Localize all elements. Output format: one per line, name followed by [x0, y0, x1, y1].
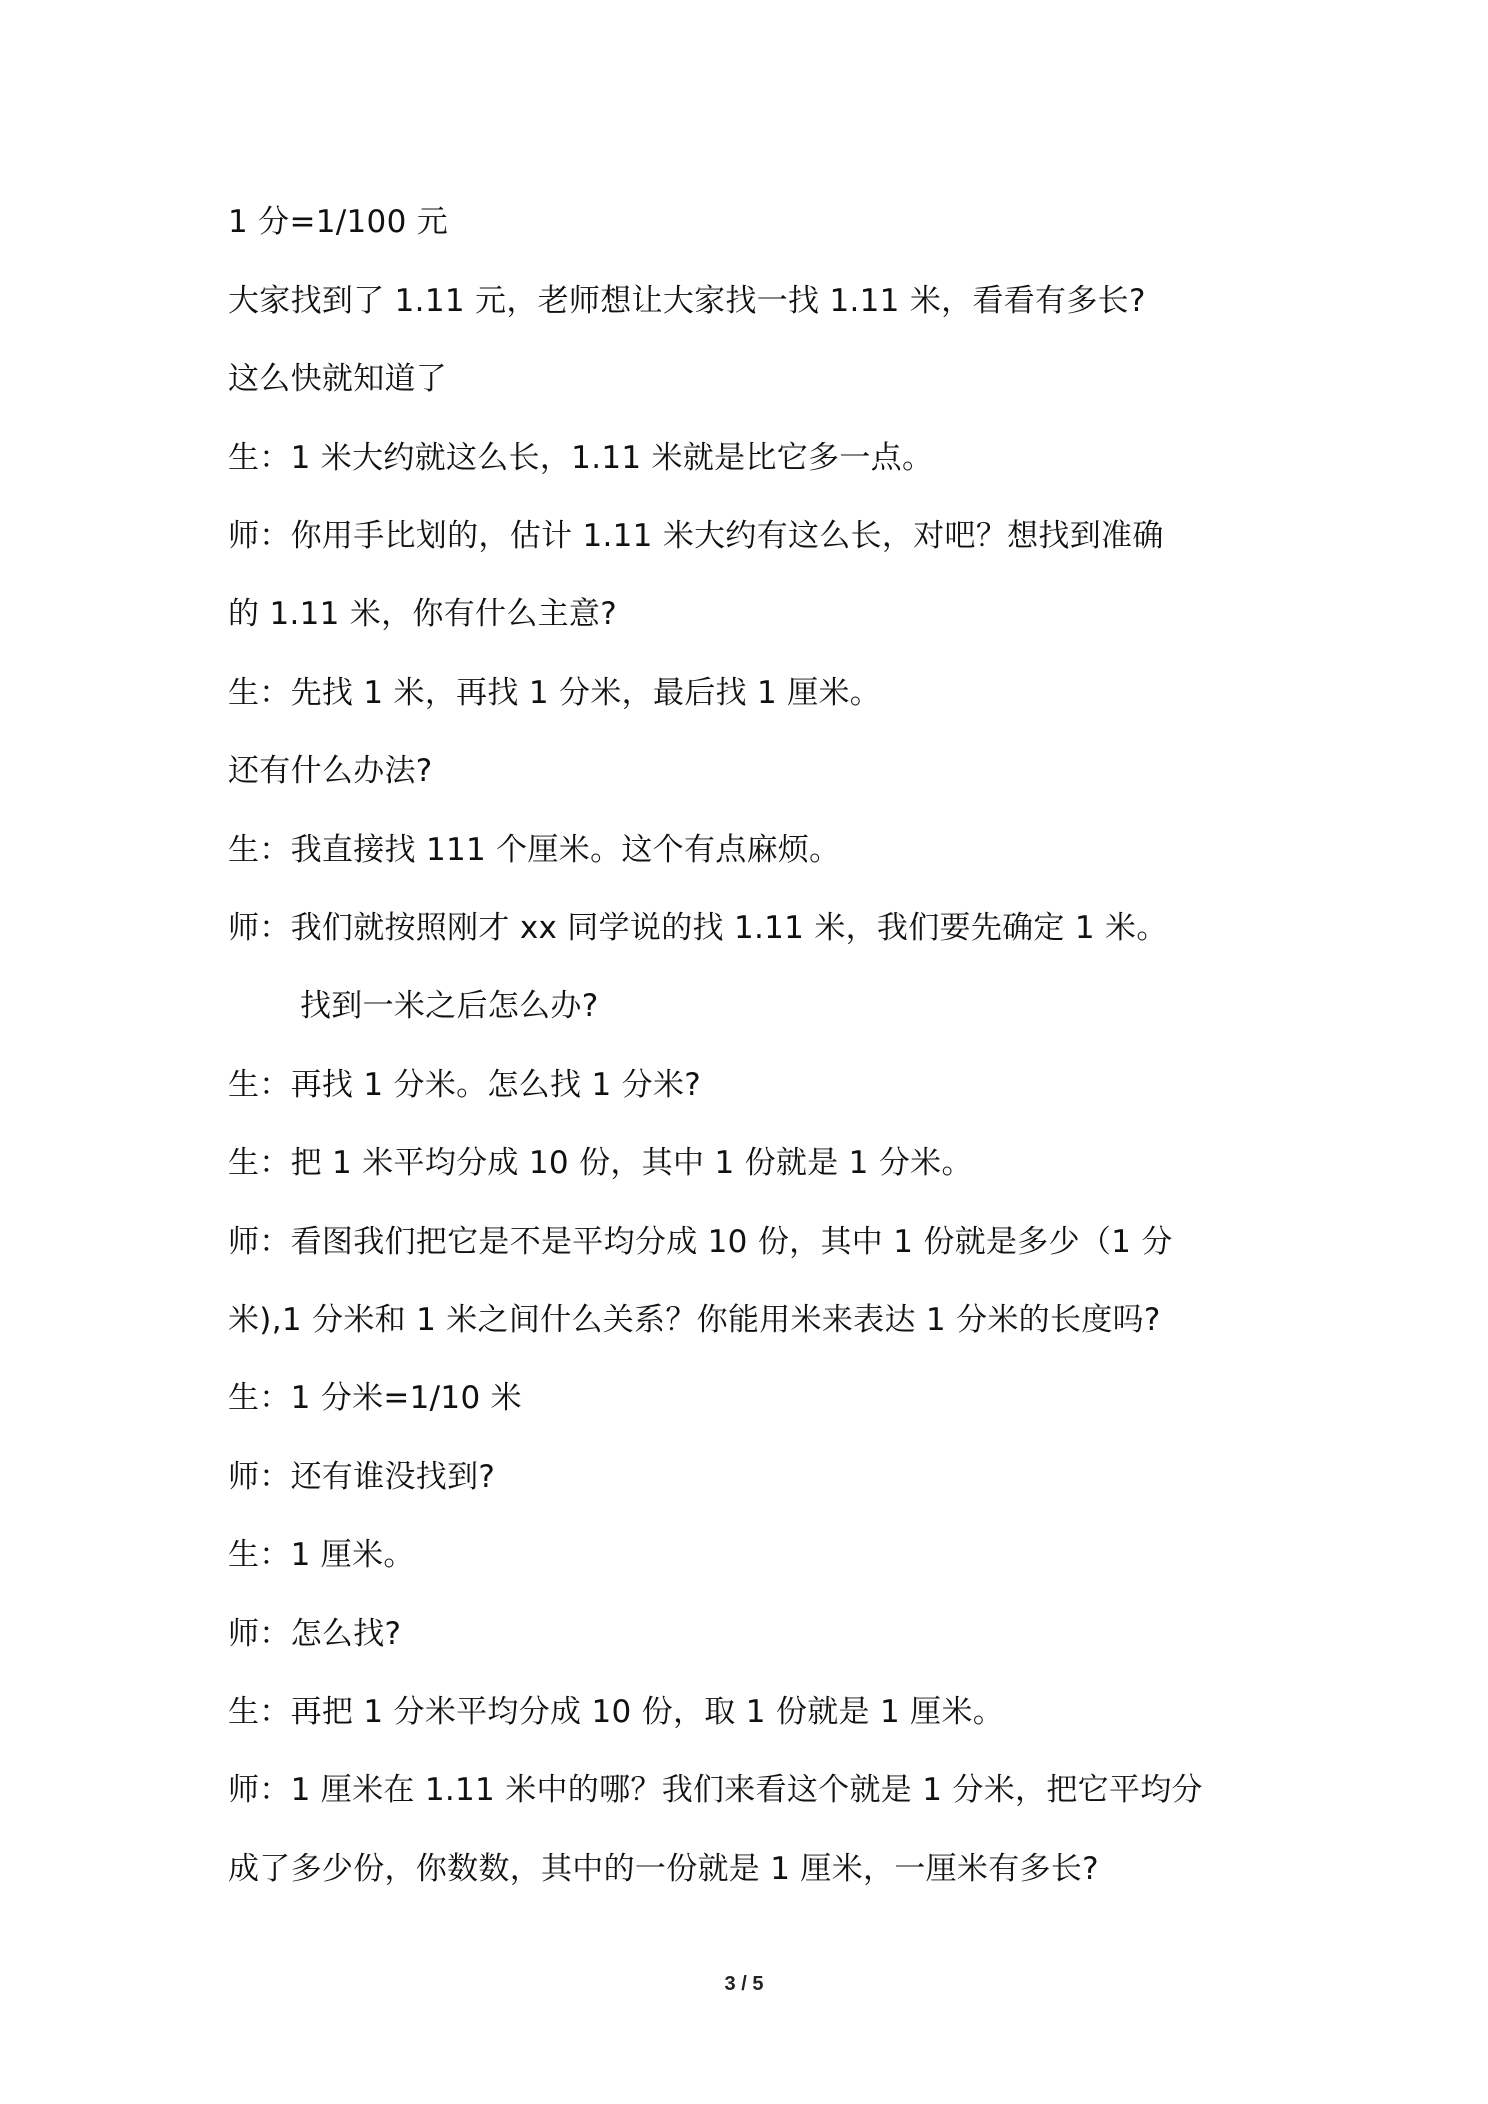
text-line-18: 生：1 厘米。	[228, 1537, 415, 1573]
text-line-17: 师：还有谁没找到?	[228, 1459, 496, 1495]
text-line-22: 成了多少份，你数数，其中的一份就是 1 厘米，一厘米有多长?	[228, 1851, 1099, 1887]
page-number: 3 / 5	[724, 1973, 764, 1995]
text-line-8: 还有什么办法?	[228, 753, 433, 789]
text-line-14: 师：看图我们把它是不是平均分成 10 份，其中 1 份就是多少（1 分	[228, 1224, 1173, 1260]
text-line-15: 米),1 分米和 1 米之间什么关系？你能用米来表达 1 分米的长度吗?	[228, 1302, 1161, 1338]
text-line-1: 1 分=1/100 元	[228, 204, 449, 240]
text-line-16: 生：1 分米=1/10 米	[228, 1380, 522, 1416]
text-line-2: 大家找到了 1.11 元，老师想让大家找一找 1.11 米，看看有多长?	[228, 283, 1146, 319]
text-line-4: 生：1 米大约就这么长，1.11 米就是比它多一点。	[228, 440, 934, 476]
text-line-20: 生：再把 1 分米平均分成 10 份，取 1 份就是 1 厘米。	[228, 1694, 1005, 1730]
text-line-9: 生：我直接找 111 个厘米。这个有点麻烦。	[228, 832, 841, 868]
text-line-19: 师：怎么找?	[228, 1616, 402, 1652]
text-line-11: 找到一米之后怎么办?	[300, 988, 599, 1024]
text-line-12: 生：再找 1 分米。怎么找 1 分米?	[228, 1067, 702, 1103]
text-line-21: 师：1 厘米在 1.11 米中的哪？我们来看这个就是 1 分米，把它平均分	[228, 1772, 1203, 1808]
text-line-13: 生：把 1 米平均分成 10 份，其中 1 份就是 1 分米。	[228, 1145, 973, 1181]
text-line-6: 的 1.11 米，你有什么主意?	[228, 596, 617, 632]
text-line-10: 师：我们就按照刚才 xx 同学说的找 1.11 米，我们要先确定 1 米。	[228, 910, 1168, 946]
text-line-7: 生：先找 1 米，再找 1 分米，最后找 1 厘米。	[228, 675, 882, 711]
text-line-5: 师：你用手比划的，估计 1.11 米大约有这么长，对吧？想找到准确	[228, 518, 1164, 554]
text-line-3: 这么快就知道了	[228, 361, 448, 397]
